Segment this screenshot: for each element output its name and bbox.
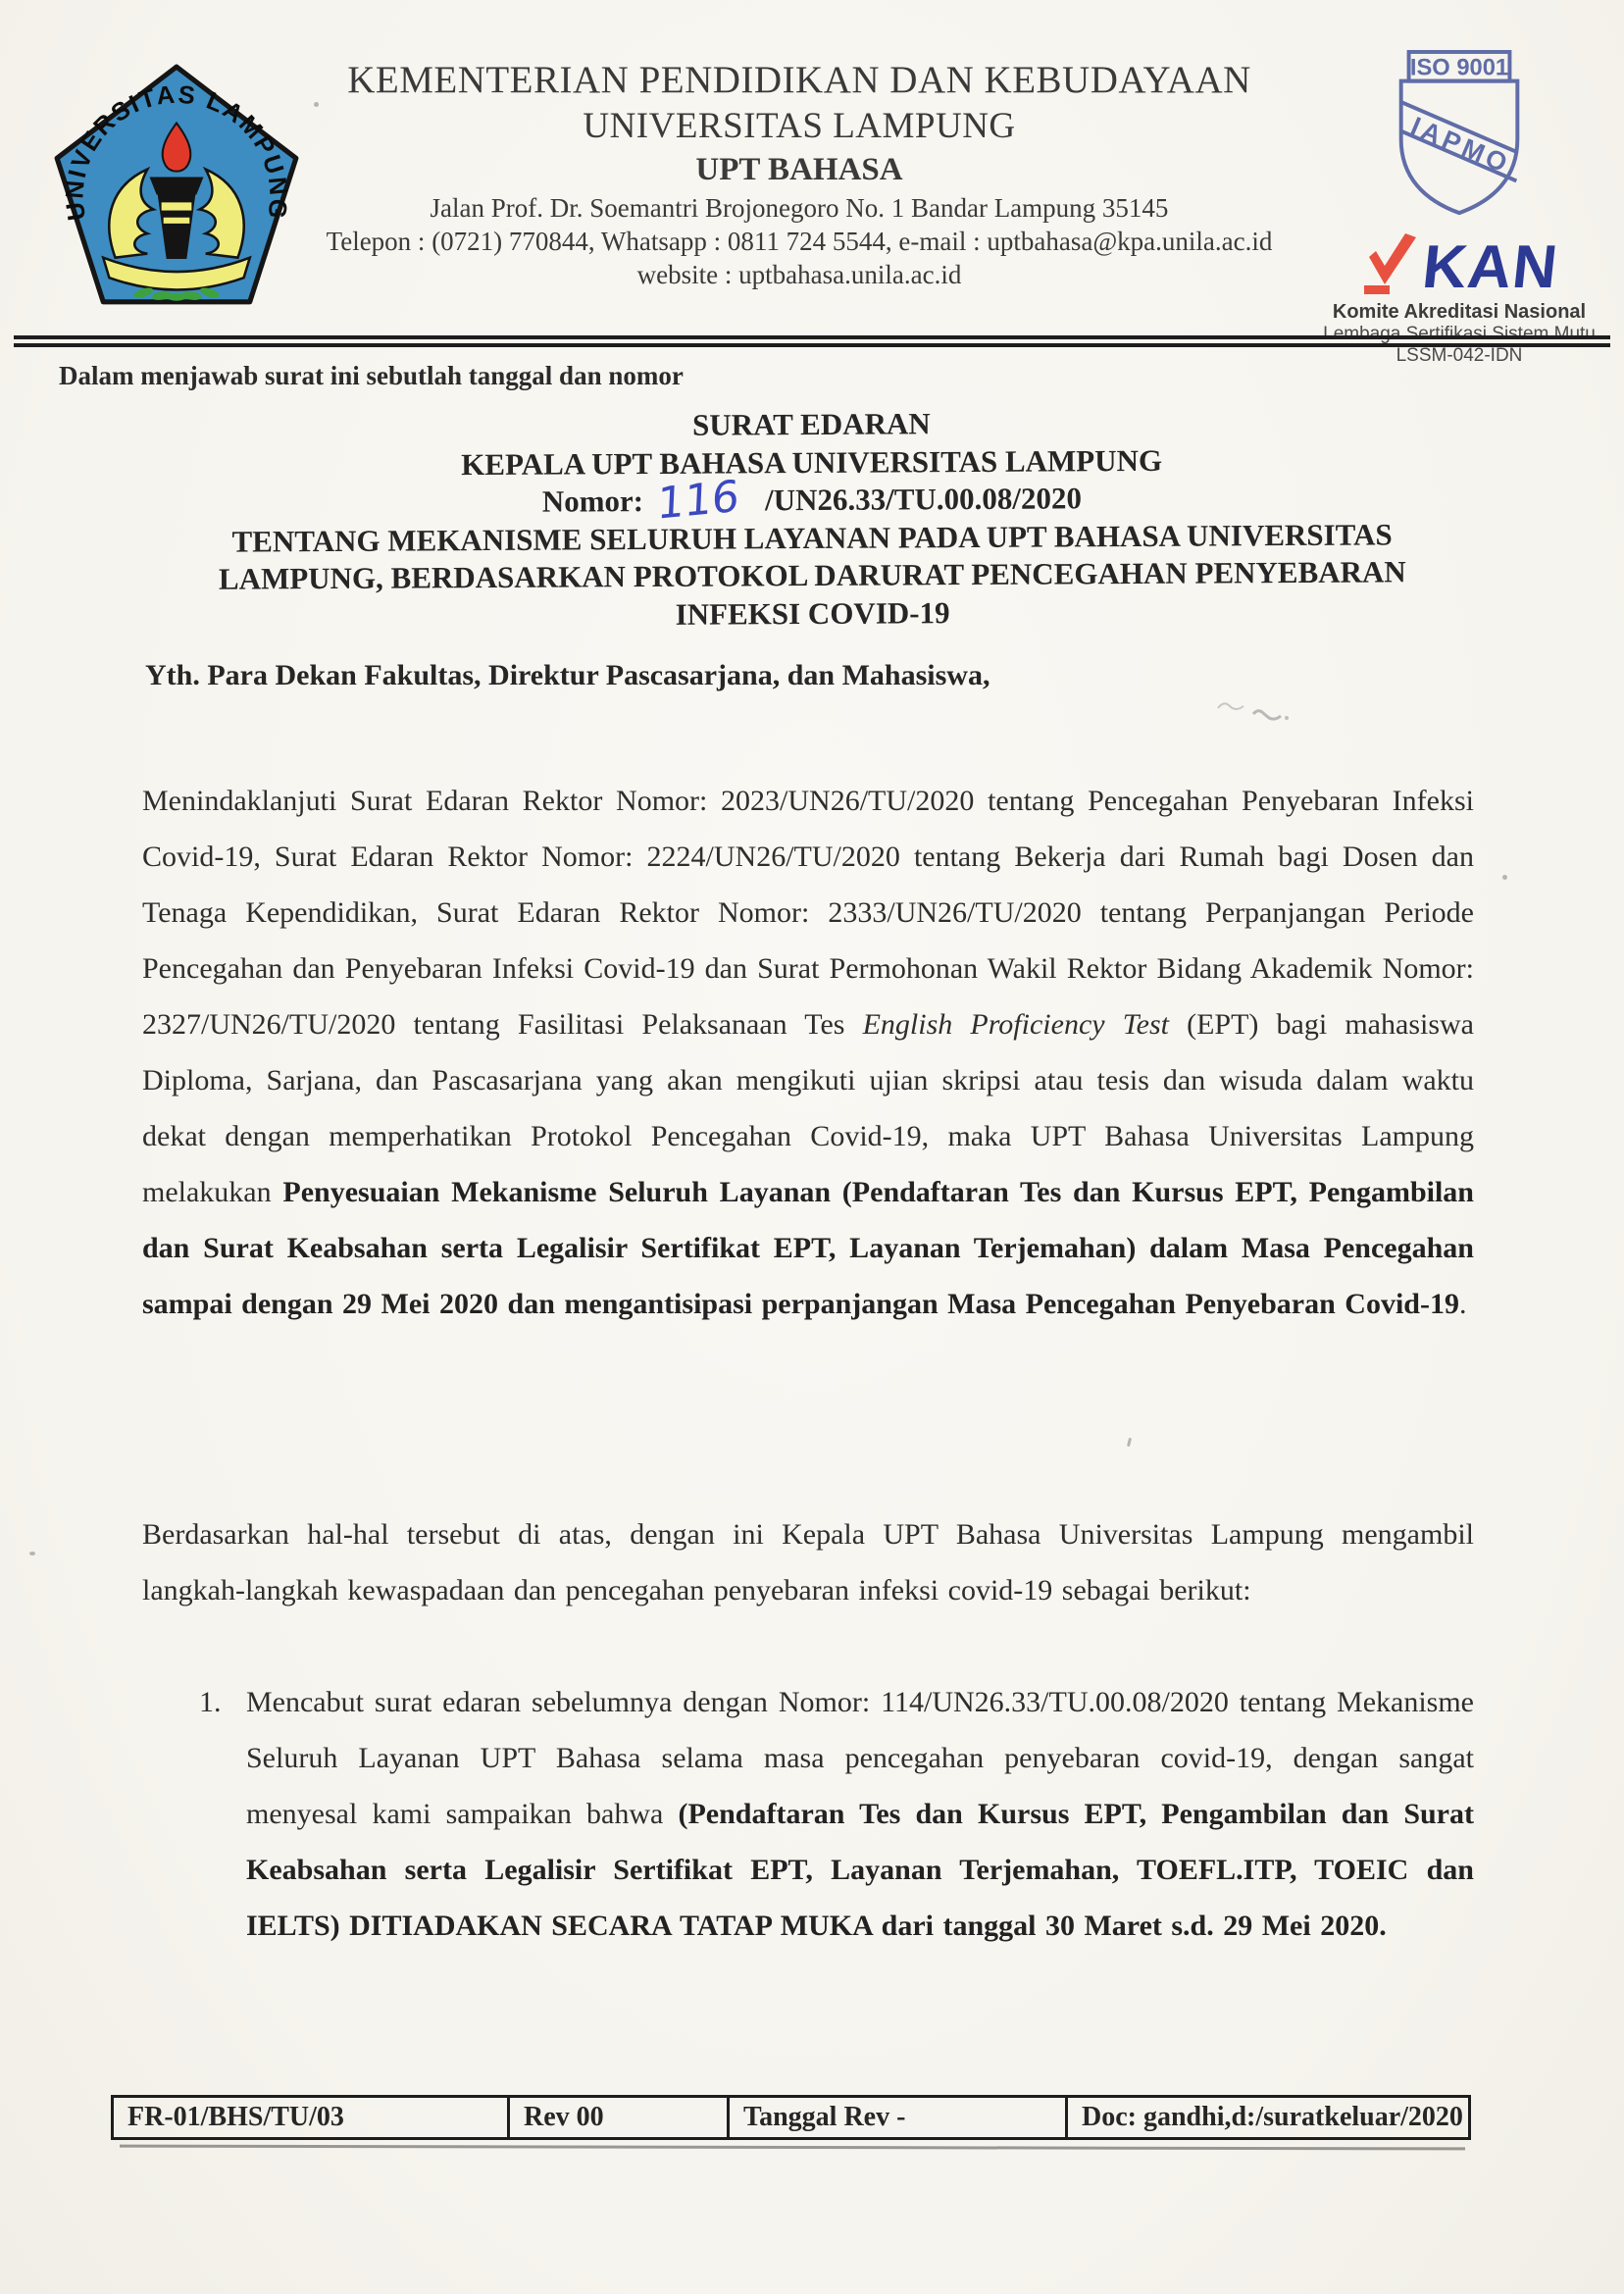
table-scan-shadow [120,2145,1465,2151]
doc-code-cell: FR-01/BHS/TU/03 [114,2098,510,2137]
ministry-name: KEMENTERIAN PENDIDIKAN DAN KEBUDAYAAN [347,59,1251,101]
kan-caption-1: Komite Akreditasi Nasional [1332,301,1587,323]
pencil-smudge [1214,692,1302,726]
website-line: website : uptbahasa.unila.ac.id [636,260,962,289]
para1-seg-normal-1: Menindaklanjuti Surat Edaran Rektor Nomor: 2023/UN26/TU/2020 tentang Pencegahan Penyebaran Infeksi Covid-19, Surat Edaran Rektor Nomor: 2224/UN26/TU/2020 tentang Bekerja dari Rumah bagi Dosen dan Tenaga Kependidikan, Surat Edaran Rektor Nomor: 2333/UN26/TU/2020 tentang Perpanjangan Periode Pencegahan dan Penyebaran Infeksi Covid-19 dan Surat Permohonan Wakil Rektor Bidang Akademik Nomor: 2327/UN26/TU/2020 tentang Fasilitasi Pelaksanaan Tes [142,785,1474,1041]
kan-caption-3: LSSM-042-IDN [1396,345,1523,366]
title-surat-edaran: SURAT EDARAN [692,406,931,442]
title-subject-3: INFEKSI COVID-19 [675,594,950,632]
scan-speck [1127,1438,1132,1447]
university-name: UNIVERSITAS LAMPUNG [583,106,1016,146]
iso-9001-iapmo-shield-icon [1372,47,1547,226]
contact-line: Telepon : (0721) 770844, Whatsapp : 0811 724 5544, e-mail : uptbahasa@kpa.unila.ac.id [326,227,1273,256]
seal-curved-text: UNIVERSITAS LAMPUNG [61,80,292,223]
letterhead-divider [14,335,1610,347]
revision-date-cell: Tanggal Rev - [730,2098,1068,2137]
list-item-1 [142,1674,1474,1954]
kan-caption-2: Lembaga Sertifikasi Sistem Mutu [1323,324,1596,344]
paragraph-1 [142,773,1474,1332]
kan-check-icon [1360,231,1421,296]
list-item-number: 1. [199,1686,222,1718]
list1-seg-normal: Mencabut surat edaran sebelumnya dengan Nomor: 114/UN26.33/TU.00.08/2020 tentang Mekanisme Seluruh Layanan UPT Bahasa selama masa pencegahan penyebaran covid-19, dengan sangat menyesal kami sampaikan bahwa [246,1686,1474,1830]
nomor-suffix: /UN26.33/TU.00.08/2020 [764,481,1083,518]
kan-wordmark: KAN [1419,233,1562,301]
iso-label: ISO 9001 [1409,55,1509,81]
kan-logo [1310,231,1608,301]
address-line: Jalan Prof. Dr. Soemantri Brojonegoro No. 1 Bandar Lampung 35145 [430,193,1169,223]
universitas-lampung-seal [51,61,302,312]
para1-seg-normal-3: . [1458,1288,1467,1320]
scan-speck [29,1552,35,1555]
para1-seg-italic: English Proficiency Test [862,1008,1169,1041]
letter-title-block [144,402,1479,637]
document-control-table [111,2095,1471,2140]
nomor-label: Nomor: [541,484,644,519]
reply-note: Dalam menjawab surat ini sebutlah tanggal dan nomor [59,361,684,390]
iapmo-label: IAPMO [1406,111,1515,179]
list-item-text [246,1674,1474,1954]
title-subject-1: TENTANG MEKANISME SELURUH LAYANAN PADA UPT BAHASA UNIVERSITAS [231,516,1393,559]
nomor-handwritten: 116 [656,471,741,530]
list1-seg-bold: (Pendaftaran Tes dan Kursus EPT, Pengambilan dan Surat Keabsahan serta Legalisir Sertifikat EPT, Layanan Terjemahan, TOEFL.ITP, TOEIC dan IELTS) DITIADAKAN SECARA TATAP MUKA dari tanggal 30 Maret s.d. 29 Mei 2020. [246,1798,1474,1942]
letterhead [289,57,1309,291]
paragraph-2: Berdasarkan hal-hal tersebut di atas, dengan ini Kepala UPT Bahasa Universitas Lampung mengambil langkah-langkah kewaspadaan dan pencegahan penyebaran infeksi covid-19 sebagai berikut: [142,1518,1474,1606]
unit-name: UPT BAHASA [695,152,903,187]
scan-speck [314,102,319,107]
para1-seg-bold: Penyesuaian Mekanisme Seluruh Layanan (Pendaftaran Tes dan Kursus EPT, Pengambilan dan Surat Keabsahan serta Legalisir Sertifikat EPT, Layanan Terjemahan) dalam Masa Pencegahan sampai dengan 29 Mei 2020 dan mengantisipasi perpanjangan Masa Pencegahan Penyebaran Covid-19 [142,1176,1474,1320]
revision-cell: Rev 00 [510,2098,730,2137]
title-kepala: KEPALA UPT BAHASA UNIVERSITAS LAMPUNG [461,442,1163,482]
scan-speck [1502,875,1507,880]
certification-block [1310,47,1608,367]
title-subject-2: LAMPUNG, BERDASARKAN PROTOKOL DARURAT PENCEGAHAN PENYEBARAN [218,554,1406,596]
para1-seg-normal-2: (EPT) bagi mahasiswa Diploma, Sarjana, dan Pascasarjana yang akan mengikuti ujian skripsi atau tesis dan wisuda dalam waktu dekat dengan memperhatikan Protokol Pencegahan Covid-19, maka UPT Bahasa Universitas Lampung melakukan [142,1008,1474,1208]
recipient-line: Yth. Para Dekan Fakultas, Direktur Pascasarjana, dan Mahasiswa, [145,659,990,691]
doc-location-cell: Doc: gandhi,d:/suratkeluar/2020 [1082,2102,1463,2132]
